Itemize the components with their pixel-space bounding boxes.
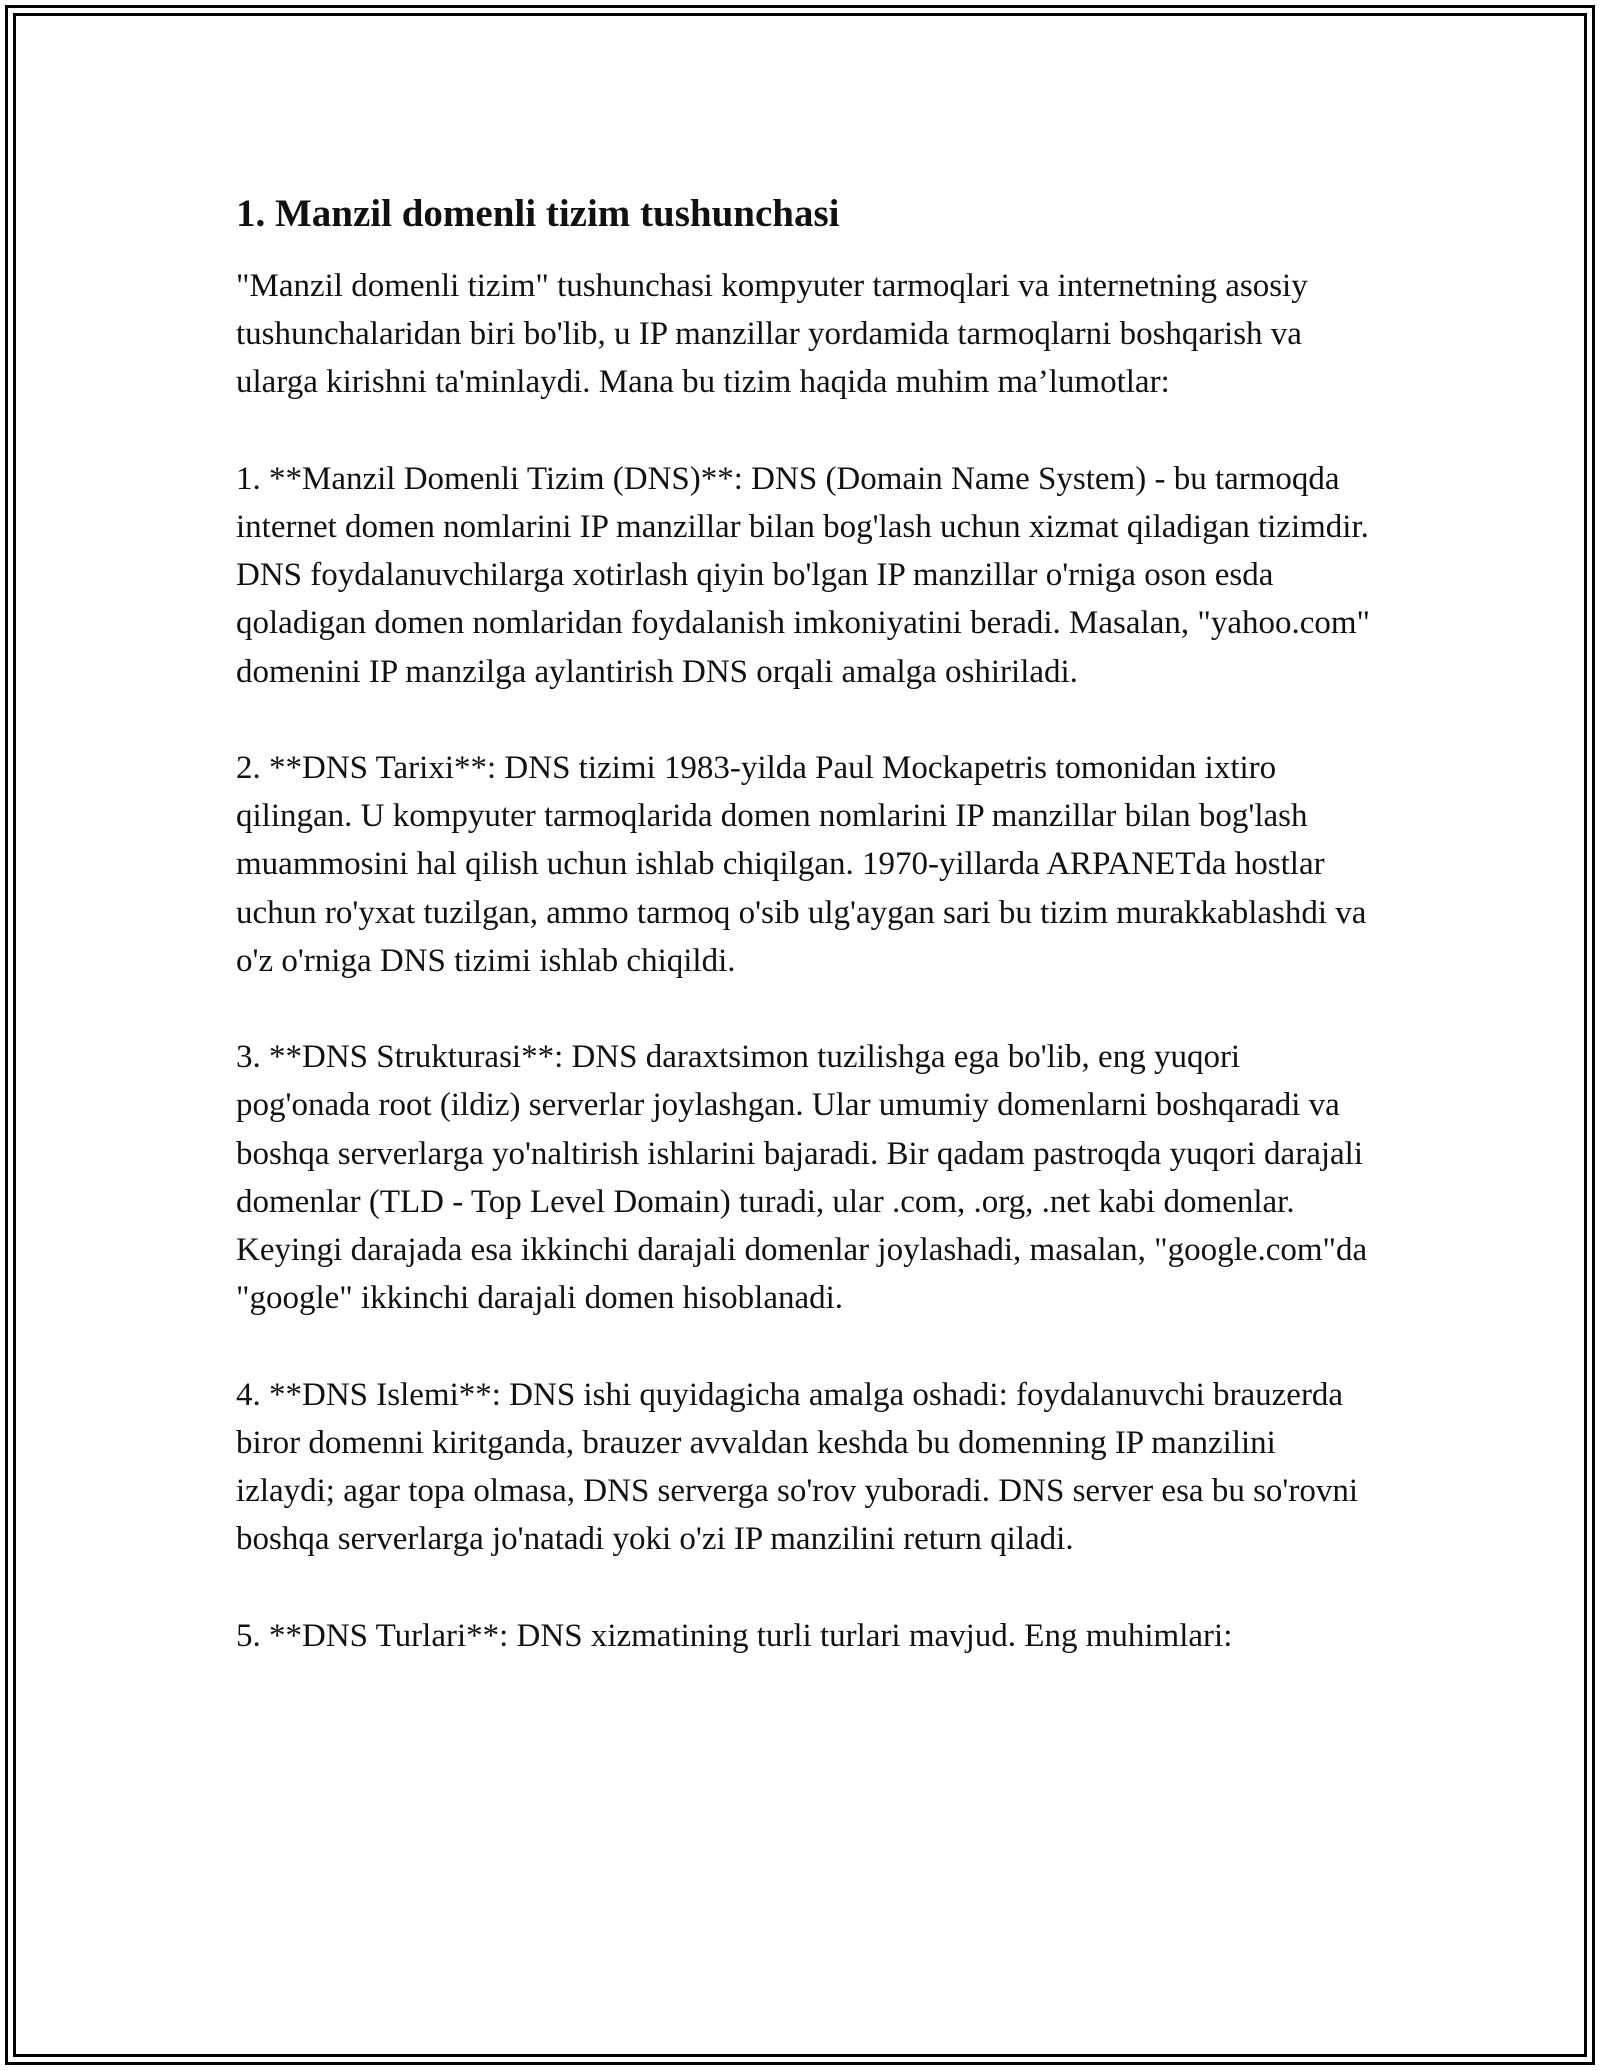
section-heading: 1. Manzil domenli tizim tushunchasi [236, 192, 840, 235]
intro-paragraph: "Manzil domenli tizim" tushunchasi kompyuter tarmoqlari va internetning asosiy tushunchalaridan biri bo'lib, u IP manzillar yordamida tarmoqlarni boshqarish va ularga kirishni ta'minlaydi. Mana bu tizim haqida muhim ma’lumotlar: [236, 268, 1308, 401]
paragraph-dns-process: 4. **DNS Islemi**: DNS ishi quyidagicha amalga oshadi: foydalanuvchi brauzerda biror domenni kiritganda, brauzer avvaldan keshda bu domenning IP manzilini izlaydi; agar topa olmasa, DNS serverga so'rov yuboradi. DNS server esa bu so'rovni boshqa serverlarga jo'natadi yoki o'zi IP manzilini return qiladi. [236, 1376, 1359, 1558]
paragraph-dns-types: 5. **DNS Turlari**: DNS xizmatining turli turlari mavjud. Eng muhimlari: [236, 1617, 1233, 1654]
paragraph-dns-definition: 1. **Manzil Domenli Tizim (DNS)**: DNS (Domain Name System) - bu tarmoqda internet domen nomlarini IP manzillar bilan bog'lash uchun xizmat qiladigan tizimdir. DNS foydalanuvchilarga xotirlash qiyin bo'lgan IP manzillar o'rniga oson esda qoladigan domen nomlaridan foydalanish imkoniyatini beradi. Masalan, "yahoo.com" domenini IP manzilga aylantirish DNS orqali amalga oshiriladi. [236, 460, 1371, 690]
document-body [236, 188, 1376, 1708]
paragraph-dns-history: 2. **DNS Tarixi**: DNS tizimi 1983-yilda Paul Mockapetris tomonidan ixtiro qilingan. U kompyuter tarmoqlarida domen nomlarini IP manzillar bilan bog'lash muammosini hal qilish uchun ishlab chiqilgan. 1970-yillarda ARPANETda hostlar uchun ro'yxat tuzilgan, ammo tarmoq o'sib ulg'aygan sari bu tizim murakkablashdi va o'z o'rniga DNS tizimi ishlab chiqildi. [236, 750, 1367, 979]
paragraph-dns-structure: 3. **DNS Strukturasi**: DNS daraxtsimon tuzilishga ega bo'lib, eng yuqori pog'onada root (ildiz) serverlar joylashgan. Ular umumiy domenlarni boshqaradi va boshqa serverlarga yo'naltirish ishlarini bajaradi. Bir qadam pastroqda yuqori darajali domenlar (TLD - Top Level Domain) turadi, ular .com, .org, .net kabi domenlar. Keyingi darajada esa ikkinchi darajali domenlar joylashadi, masalan, "google.com"da "google" ikkinchi darajali domen hisoblanadi. [236, 1039, 1368, 1317]
